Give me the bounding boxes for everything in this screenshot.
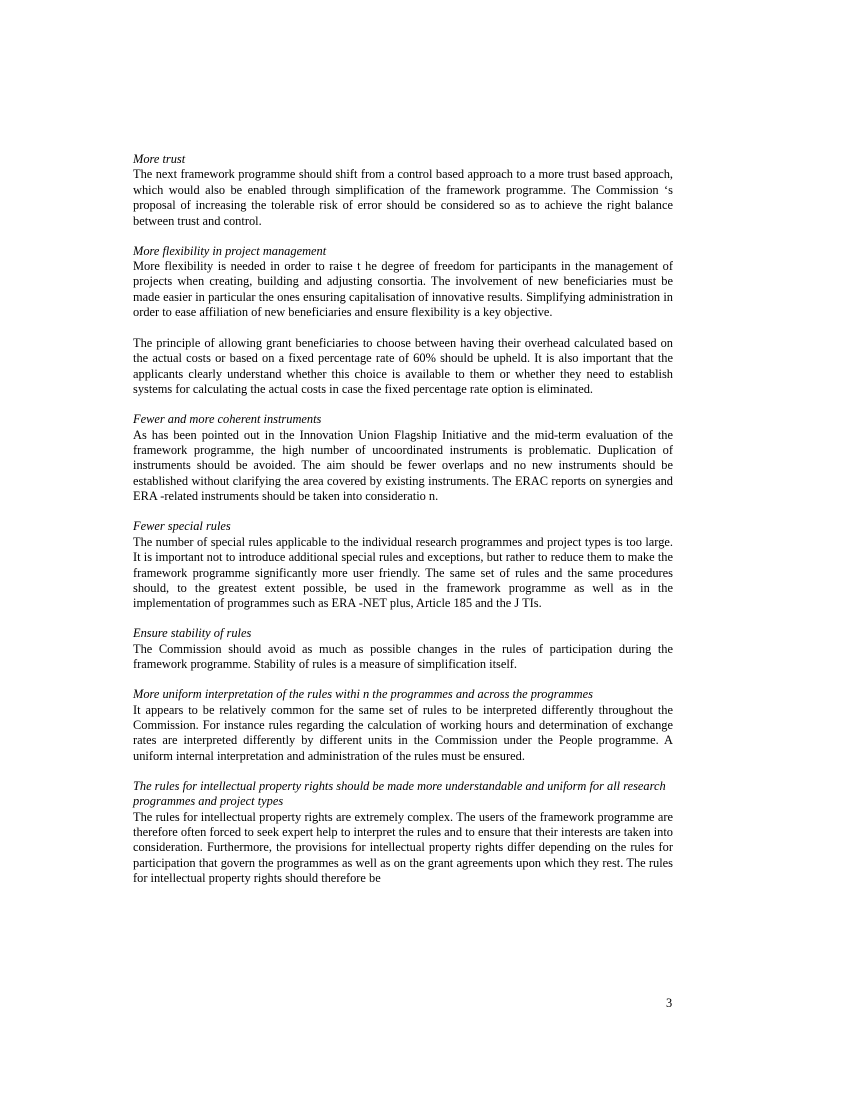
section-heading: The rules for intellectual property rights should be made more understandable and uniform for all research programmes and project types	[133, 778, 666, 809]
paragraph: The Commission should avoid as much as possible changes in the rules of participation during the framework programme. Stability of rules is a measure of simplification itself.	[133, 641, 673, 672]
section-fewer-instruments	[133, 412, 673, 504]
paragraph: The principle of allowing grant beneficiaries to choose between having their overhead calculated based on the actual costs or based on a fixed percentage rate of 60% should be upheld. It is also important that the applicants clearly understand whether this choice is available to them or whether they need to establish systems for calculating the actual costs in case the fixed percentage rate option is eliminated.	[133, 336, 673, 397]
section-stability-of-rules	[133, 626, 673, 672]
paragraph: More flexibility is needed in order to raise t he degree of freedom for participants in the management of projects when creating, building and adjusting consortia. The involvement of new beneficiaries must be made easier in particular the ones ensuring capitalisation of innovative results. Simplifying administration in order to ease affiliation of new beneficiaries and ensure flexibility is a key objective.	[133, 259, 673, 320]
section-heading: More trust	[133, 152, 186, 166]
paragraph: The rules for intellectual property rights are extremely complex. The users of the framework programme are therefore often forced to seek expert help to interpret the rules and to ensure that their interests are taken into consideration. Furthermore, the provisions for intellectual property rights differ depending on the rules for participation that govern the programmes as well as on the grant agreements upon which they rest. The rules for intellectual property rights should therefore be	[133, 809, 673, 886]
section-heading: Ensure stability of rules	[133, 626, 252, 641]
paragraph: As has been pointed out in the Innovation Union Flagship Initiative and the mid-term evaluation of the framework programme, the high number of uncoordinated instruments is problematic. Duplication of instruments should be avoided. The aim should be fewer overlaps and no new instruments should be established without clarifying the area covered by existing instruments. The ERAC reports on synergies and ERA -related instruments should be taken into consideratio n.	[133, 427, 673, 504]
section-uniform-interpretation	[133, 687, 673, 764]
section-more-flexibility	[133, 244, 673, 398]
section-fewer-special-rules	[133, 519, 673, 611]
section-heading: More flexibility in project management	[133, 243, 327, 258]
paragraph: It appears to be relatively common for the same set of rules to be interpreted differently throughout the Commission. For instance rules regarding the calculation of working hours and determination of exchange rates are interpreted differently by different units in the Commission under the People programme. A uniform internal interpretation and administration of the rules must be ensured.	[133, 702, 673, 763]
section-more-trust	[133, 152, 673, 229]
section-heading: More uniform interpretation of the rules withi n the programmes and across the programmes	[133, 687, 593, 702]
section-heading: Fewer and more coherent instruments	[133, 412, 322, 427]
section-intellectual-property	[133, 779, 673, 887]
paragraph: The number of special rules applicable to the individual research programmes and project types is too large. It is important not to introduce additional special rules and exceptions, but rather to reduce them to make the framework programme significantly more user friendly. The same set of rules and the same procedures should, to the greatest extent possible, be used in the framework programme as well as in the implementation of programmes such as ERA -NET plus, Article 185 and the J TIs.	[133, 534, 673, 611]
page-number: 3	[666, 996, 673, 1010]
paragraph: The next framework programme should shift from a control based approach to a more trust based approach, which would also be enabled through simplification of the framework programme. The Commission ‘s proposal of increasing the tolerable risk of error should be considered so as to achieve the right balance between trust and control.	[133, 167, 673, 228]
document-body	[133, 152, 673, 901]
section-heading: Fewer special rules	[133, 519, 231, 534]
